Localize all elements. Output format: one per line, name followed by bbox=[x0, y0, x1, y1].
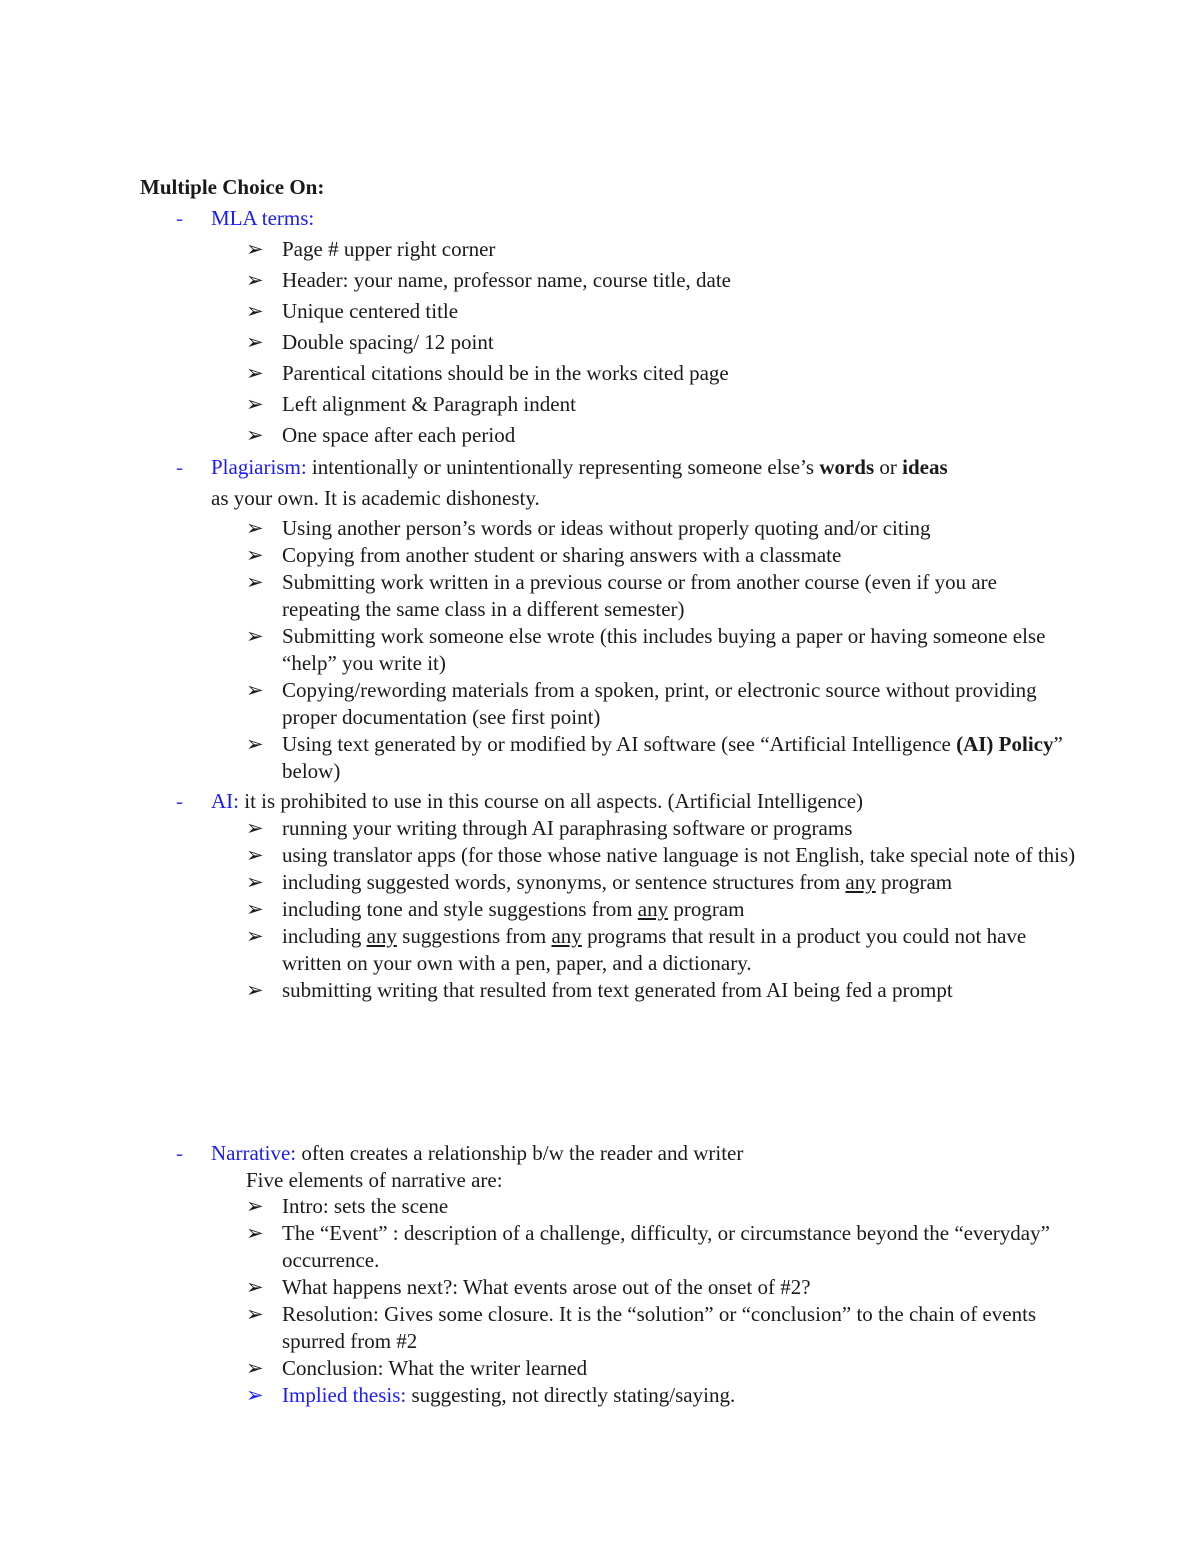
arrow-bullet-icon: ➢ bbox=[246, 1194, 264, 1218]
arrow-bullet-icon: ➢ bbox=[246, 678, 264, 702]
list-item: ➢ Using another person’s words or ideas without properly quoting and/or citing bbox=[246, 516, 931, 540]
dash-bullet: - bbox=[176, 789, 183, 813]
page-title: Multiple Choice On: bbox=[140, 175, 325, 199]
arrow-bullet-icon: ➢ bbox=[246, 870, 264, 894]
list-item: ➢ Resolution: Gives some closure. It is the “solution” or “conclusion” to the chain of events spurred from #2 bbox=[246, 1302, 1037, 1353]
arrow-bullet-icon: ➢ bbox=[246, 1221, 264, 1245]
arrow-bullet-icon: ➢ bbox=[246, 897, 264, 921]
list-item: ➢ The “Event” : description of a challenge, difficulty, or circumstance beyond the “everyday” occurrence. bbox=[246, 1221, 1050, 1272]
list-item: ➢ Header: your name, professor name, course title, date bbox=[246, 265, 1076, 296]
arrow-bullet-icon: ➢ bbox=[246, 978, 264, 1002]
arrow-bullet-icon: ➢ bbox=[246, 1383, 264, 1407]
arrow-bullet-icon: ➢ bbox=[246, 924, 264, 948]
arrow-bullet-icon: ➢ bbox=[246, 1275, 264, 1299]
arrow-bullet-icon: ➢ bbox=[246, 268, 264, 292]
list-item: ➢ Implied thesis: suggesting, not directly stating/saying. bbox=[246, 1383, 736, 1407]
list-item: ➢ Unique centered title bbox=[246, 296, 1076, 327]
dash-bullet: - bbox=[176, 455, 183, 479]
mla-label: MLA terms: bbox=[211, 206, 315, 230]
narrative-list bbox=[246, 1193, 1076, 1409]
list-item: ➢ Page # upper right corner bbox=[246, 234, 1076, 265]
arrow-bullet-icon: ➢ bbox=[246, 1356, 264, 1380]
list-item: ➢ running your writing through AI paraphrasing software or programs bbox=[246, 816, 853, 840]
arrow-bullet-icon: ➢ bbox=[246, 543, 264, 567]
arrow-bullet-icon: ➢ bbox=[246, 330, 264, 354]
dash-bullet: - bbox=[176, 206, 183, 230]
list-item: ➢ One space after each period bbox=[246, 420, 1076, 451]
ai-list bbox=[246, 815, 1076, 1004]
list-item: ➢ Using text generated by or modified by AI software (see “Artificial Intelligence (AI) Policy” below) bbox=[246, 732, 1063, 783]
ai-definition: AI: it is prohibited to use in this course on all aspects. (Artificial Intelligence) bbox=[211, 789, 864, 813]
list-item: ➢ Copying from another student or sharing answers with a classmate bbox=[246, 543, 842, 567]
list-item: ➢ Submitting work someone else wrote (this includes buying a paper or having someone else “help” you write it) bbox=[246, 624, 1046, 675]
list-item: ➢ Intro: sets the scene bbox=[246, 1194, 449, 1218]
dash-bullet: - bbox=[176, 1141, 183, 1165]
arrow-bullet-icon: ➢ bbox=[246, 624, 264, 648]
arrow-bullet-icon: ➢ bbox=[246, 516, 264, 540]
list-item: ➢ Double spacing/ 12 point bbox=[246, 327, 1076, 358]
arrow-bullet-icon: ➢ bbox=[246, 237, 264, 261]
mla-list bbox=[246, 234, 1076, 451]
list-item: ➢ Copying/rewording materials from a spoken, print, or electronic source without providing proper documentation (see first point) bbox=[246, 678, 1037, 729]
arrow-bullet-icon: ➢ bbox=[246, 1302, 264, 1326]
narrative-definition: Narrative: often creates a relationship b/w the reader and writer bbox=[211, 1141, 744, 1165]
list-item: ➢ including suggested words, synonyms, or sentence structures from any program bbox=[246, 870, 953, 894]
arrow-bullet-icon: ➢ bbox=[246, 732, 264, 756]
list-item: ➢ Conclusion: What the writer learned bbox=[246, 1356, 588, 1380]
arrow-bullet-icon: ➢ bbox=[246, 843, 264, 867]
list-item: ➢ What happens next?: What events arose out of the onset of #2? bbox=[246, 1275, 811, 1299]
arrow-bullet-icon: ➢ bbox=[246, 299, 264, 323]
list-item: ➢ submitting writing that resulted from text generated from AI being fed a prompt bbox=[246, 978, 953, 1002]
list-item: ➢ including tone and style suggestions from any program bbox=[246, 897, 745, 921]
arrow-bullet-icon: ➢ bbox=[246, 392, 264, 416]
plagiarism-list bbox=[246, 515, 1076, 785]
list-item: ➢ Parentical citations should be in the works cited page bbox=[246, 358, 1076, 389]
arrow-bullet-icon: ➢ bbox=[246, 361, 264, 385]
plagiarism-definition: Plagiarism: intentionally or unintentionally representing someone else’s words or ideas as your own. It is academic dishonesty. bbox=[211, 455, 948, 510]
list-item: ➢ using translator apps (for those whose native language is not English, take special note of this) bbox=[246, 843, 1076, 867]
arrow-bullet-icon: ➢ bbox=[246, 423, 264, 447]
list-item: ➢ Submitting work written in a previous course or from another course (even if you are repeating the same class in a different semester) bbox=[246, 570, 997, 621]
arrow-bullet-icon: ➢ bbox=[246, 570, 264, 594]
arrow-bullet-icon: ➢ bbox=[246, 816, 264, 840]
list-item: ➢ including any suggestions from any programs that result in a product you could not have written on your own with a pen, paper, and a dictionary. bbox=[246, 924, 1027, 975]
narrative-intro: Five elements of narrative are: bbox=[246, 1168, 503, 1192]
list-item: ➢ Left alignment & Paragraph indent bbox=[246, 389, 1076, 420]
